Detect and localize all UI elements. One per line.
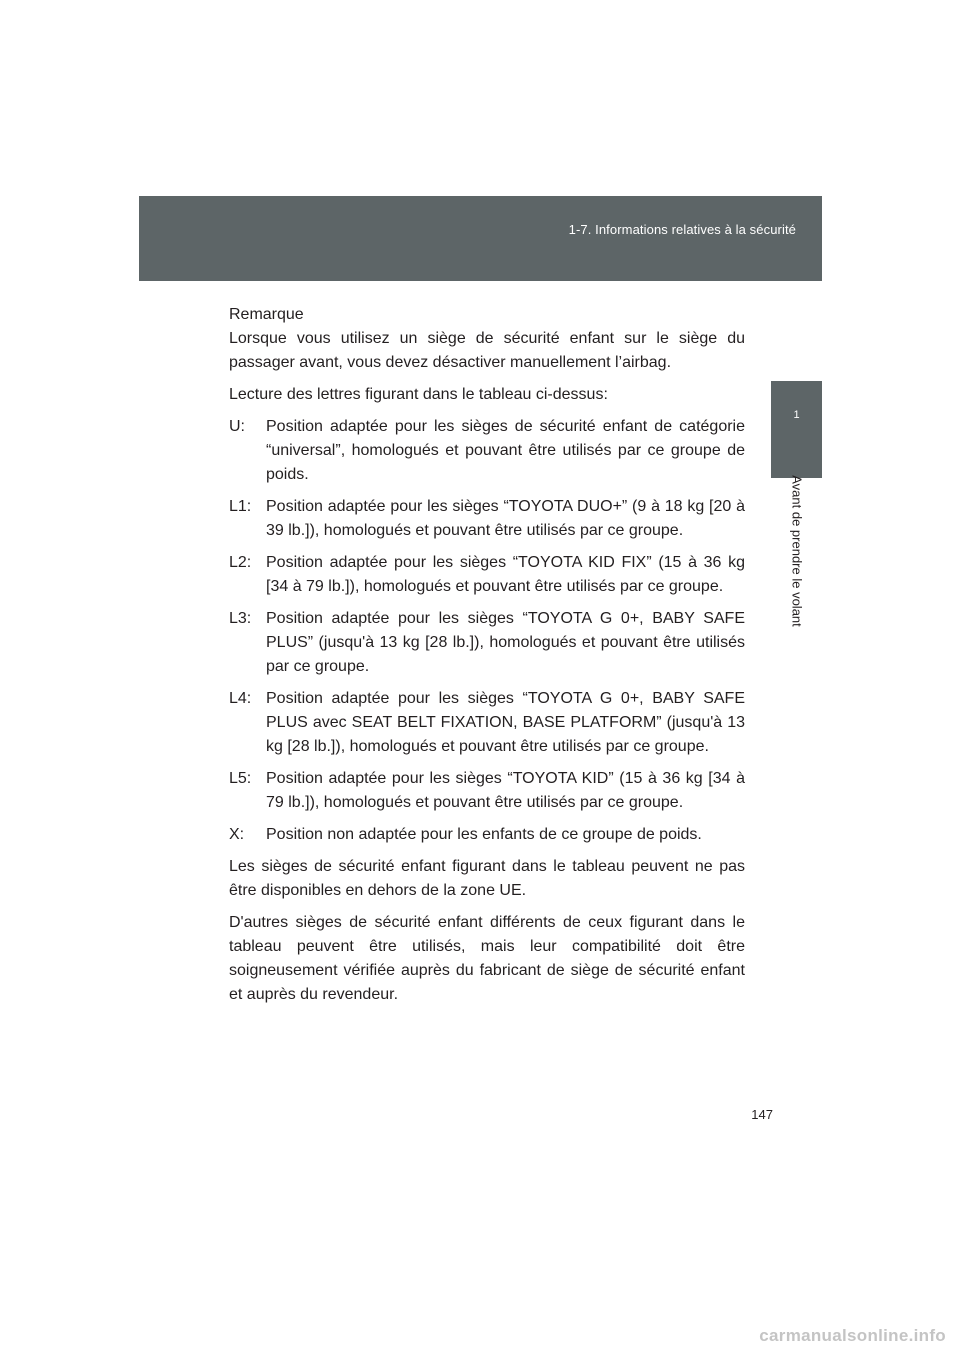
- definition-item: [229, 551, 745, 599]
- remark-text: Lorsque vous utilisez un siège de sécurité enfant sur le siège du passager avant, vous devez désactiver manuellement l’airbag.: [229, 330, 745, 371]
- definition-item: [229, 415, 745, 487]
- definition-text: Position adaptée pour les sièges de sécurité enfant de catégorie “universal”, homologués et pouvant être utilisés par ce groupe de poids.: [266, 418, 745, 483]
- definition-text: Position adaptée pour les sièges “TOYOTA KID” (15 à 36 kg [34 à 79 lb.]), homologués et pouvant être utilisés par ce groupe.: [266, 770, 745, 811]
- remark-title: Remarque: [229, 306, 304, 323]
- definition-text: Position adaptée pour les sièges “TOYOTA G 0+, BABY SAFE PLUS” (jusqu'à 13 kg [28 lb.]), homologués et pouvant être utilisés par ce groupe.: [266, 610, 745, 675]
- legend-intro: Lecture des lettres figurant dans le tableau ci-dessus:: [229, 386, 608, 403]
- definition-key: L2:: [229, 554, 252, 571]
- section-header: [139, 196, 822, 281]
- chapter-label: Avant de prendre le volant: [789, 475, 805, 627]
- section-title: 1-7. Informations relatives à la sécurité: [568, 222, 796, 237]
- definition-key: U:: [229, 418, 245, 435]
- definition-item: [229, 495, 745, 543]
- availability-text: Les sièges de sécurité enfant figurant dans le tableau peuvent ne pas être disponibles en dehors de la zone UE.: [229, 858, 745, 899]
- definition-key: X:: [229, 826, 245, 843]
- definition-key: L5:: [229, 770, 252, 787]
- definition-item: [229, 767, 745, 815]
- definition-item: [229, 687, 745, 759]
- page-number: 147: [751, 1107, 773, 1122]
- page-content: [229, 303, 745, 1007]
- definition-key: L4:: [229, 690, 252, 707]
- watermark: carmanualsonline.info: [759, 1326, 946, 1345]
- chapter-number: 1: [793, 409, 800, 421]
- definition-text: Position adaptée pour les sièges “TOYOTA DUO+” (9 à 18 kg [20 à 39 lb.]), homologués et pouvant être utilisés par ce groupe.: [266, 498, 745, 539]
- compatibility-text: D'autres sièges de sécurité enfant différents de ceux figurant dans le tableau peuvent être utilisés, mais leur compatibilité doit être soigneusement vérifiée auprès du fabricant de siège de sécurité enfant et auprès du revendeur.: [229, 914, 745, 1003]
- definition-text: Position non adaptée pour les enfants de ce groupe de poids.: [266, 826, 702, 843]
- definition-item: [229, 607, 745, 679]
- chapter-tab: [771, 381, 822, 478]
- definition-text: Position adaptée pour les sièges “TOYOTA G 0+, BABY SAFE PLUS avec SEAT BELT FIXATION, BASE PLATFORM” (jusqu'à 13 kg [28 lb.]), homologués et pouvant être utilisés par ce groupe.: [266, 690, 745, 755]
- definition-item: [229, 823, 745, 847]
- definition-key: L3:: [229, 610, 252, 627]
- definition-text: Position adaptée pour les sièges “TOYOTA KID FIX” (15 à 36 kg [34 à 79 lb.]), homologués et pouvant être utilisés par ce groupe.: [266, 554, 745, 595]
- definition-key: L1:: [229, 498, 252, 515]
